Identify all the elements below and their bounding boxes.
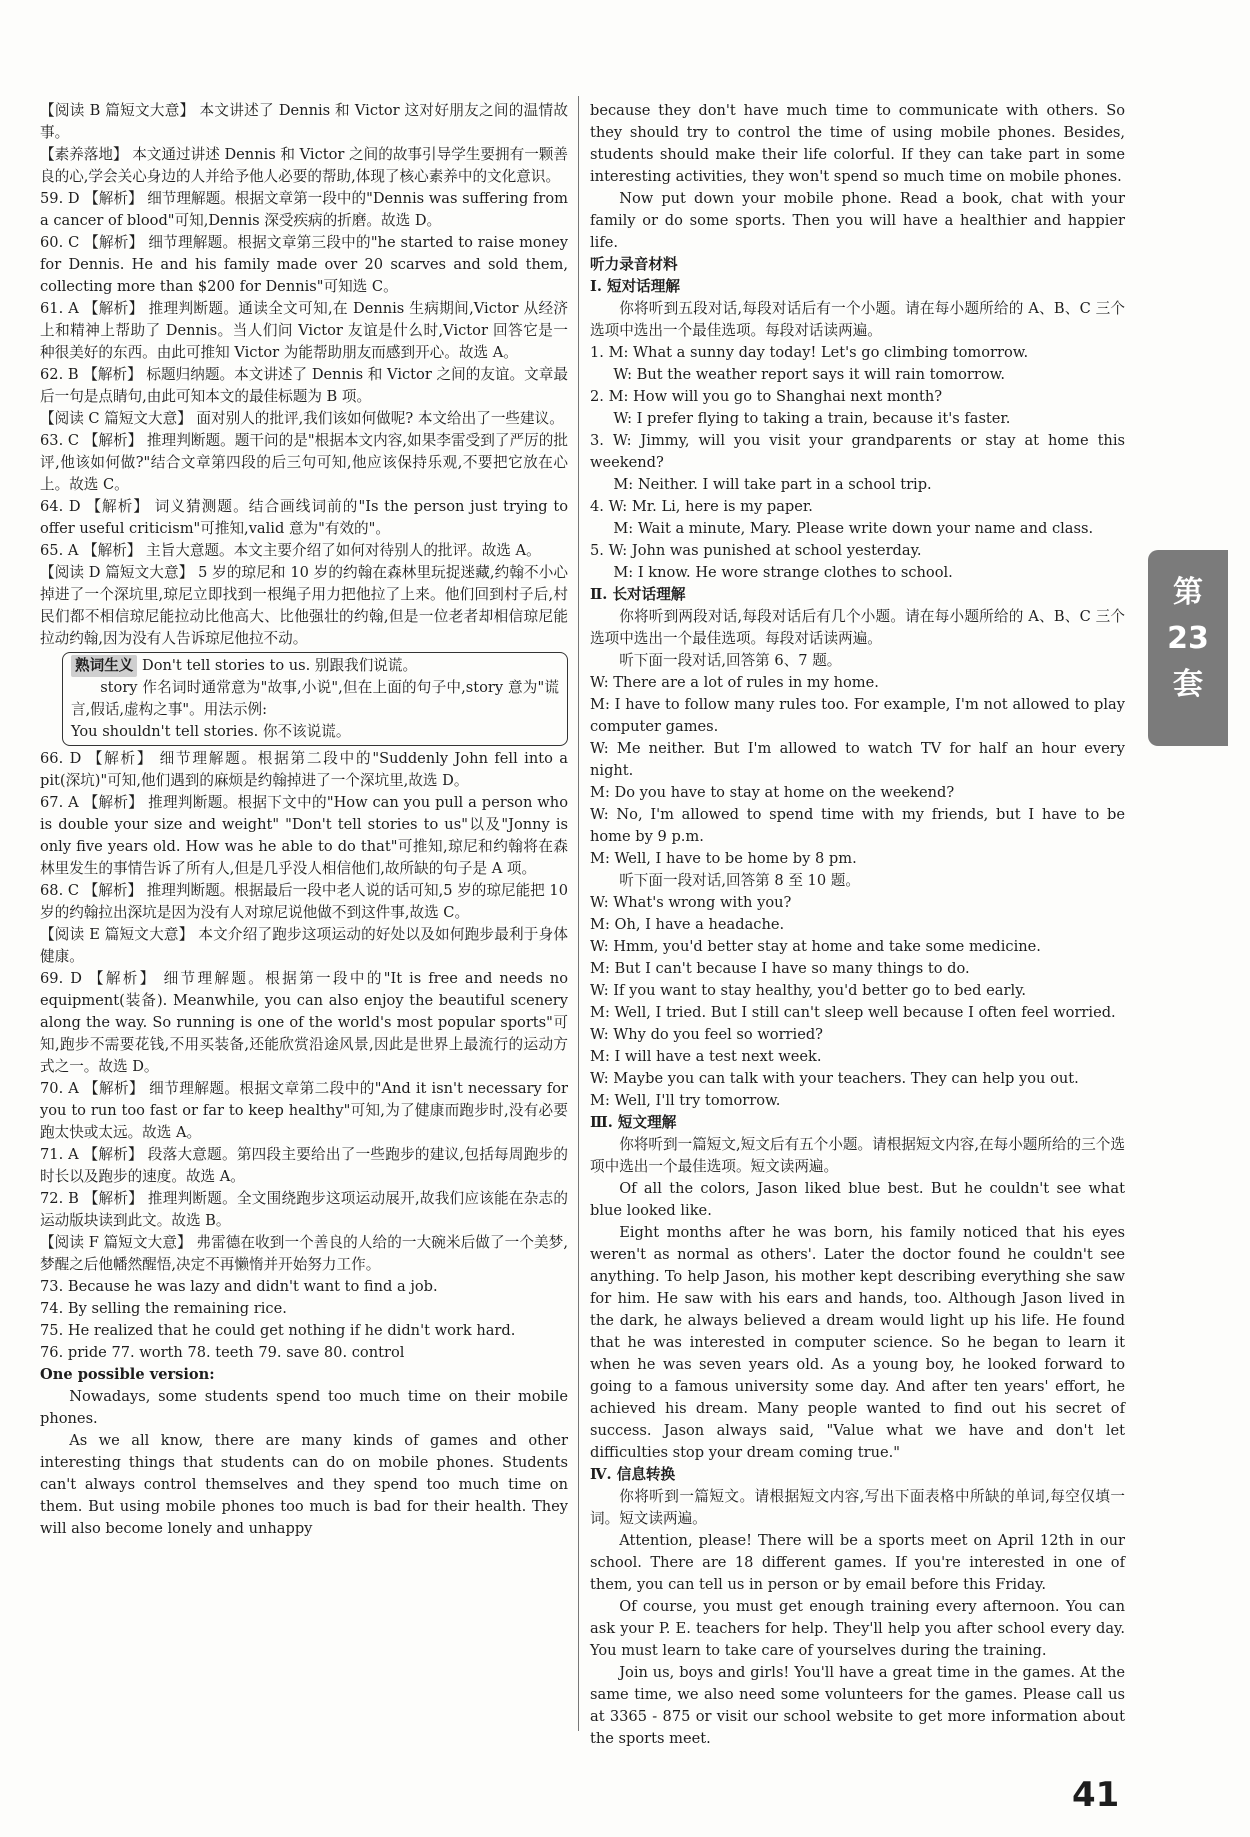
passage-para: Eight months after he was born, his family noticed that his eyes weren't as normal as others'. Later the doctor found he couldn't see anything. To help Jason, his mother kept describing everything she saw for him. He saw with his ears and hands, too. Although Jason lived in the dark, he always believed a dream would light up his life. He found that he was interested in computer science. So he began to learn it when he was seven years old. As a young boy, he looked forward to going to a famous university some day. And after ten years' effort, he achieved his dream. Many people wanted to find out his secret of success. Jason always said, "Value what we have and don't let difficulties stop your dream coming true."	[590, 1224, 1125, 1461]
writing-para-3: because they don't have much time to communicate with others. So they should try to control the time of using mobile phones. Besides, students should make their life colorful. If they can take part in some interesting activities, they won't spend so much time on mobile phones.	[590, 102, 1125, 185]
dialogue-line: M: Well, I have to be home by 8 pm.	[590, 850, 857, 867]
dialogue-line: M: Wait a minute, Mary. Please write down your name and class.	[613, 520, 1094, 537]
vocab-line-1: Don't tell stories to us. 别跟我们说谎。	[137, 657, 418, 674]
side-tab-line-1: 第	[1173, 575, 1203, 610]
answer-64: 64. D 【解析】 词义猜测题。结合画线词前的"Is the person just trying to offer useful criticism"可推知,valid 意为"有效的"。	[40, 498, 568, 537]
listening-heading: 听力录音材料	[590, 256, 678, 273]
dialogue-line: W: There are a lot of rules in my home.	[590, 674, 879, 691]
answer-68: 68. C 【解析】 推理判断题。根据最后一段中老人说的话可知,5 岁的琼尼能把 10 岁的约翰拉出深坑是因为没有人对琼尼说他做不到这件事,故选 C。	[40, 882, 568, 921]
literacy-note: 【素养落地】 本文通过讲述 Dennis 和 Victor 之间的故事引导学生要拥有一颗善良的心,学会关心身边的人并给予他人必要的帮助,体现了核心素养中的文化意识。	[40, 146, 568, 185]
writing-para-2: As we all know, there are many kinds of games and other interesting things that students can do on mobile phones. Students can't always control themselves and they spend too much time on them. But using mobile phones too much is bad for their health. They will also become lonely and unhappy	[40, 1432, 568, 1537]
dialogue-line: M: Do you have to stay at home on the weekend?	[590, 784, 955, 801]
dialogue-line: W: What's wrong with you?	[590, 894, 792, 911]
page-number: 41	[1072, 1775, 1120, 1815]
writing-para-4: Now put down your mobile phone. Read a book, chat with your family or do some sports. Then you will have a healthier and happier life.	[590, 190, 1125, 251]
dialogue-line: M: Well, I'll try tomorrow.	[590, 1092, 781, 1109]
dialogue-line: 4. W: Mr. Li, here is my paper.	[590, 498, 813, 515]
unit-side-tab	[1148, 550, 1228, 746]
dialogue-line: 1. M: What a sunny day today! Let's go climbing tomorrow.	[590, 344, 1029, 361]
section-1-instructions: 你将听到五段对话,每段对话后有一个小题。请在每小题所给的 A、B、C 三个选项中选出一个最佳选项。每段对话读两遍。	[590, 300, 1125, 339]
answer-62: 62. B 【解析】 标题归纳题。本文讲述了 Dennis 和 Victor 之间的友谊。文章最后一句是点睛句,由此可知本文的最佳标题为 B 项。	[40, 366, 568, 405]
dialogue-line: M: Neither. I will take part in a school trip.	[613, 476, 932, 493]
dialogue-line: 5. W: John was punished at school yesterday.	[590, 542, 922, 559]
dialogue-line: M: Well, I tried. But I still can't sleep well because I often feel worried.	[590, 1004, 1116, 1021]
dialogue-line: W: Me neither. But I'm allowed to watch TV for half an hour every night.	[590, 740, 1125, 779]
side-tab-line-2: 23	[1167, 621, 1209, 656]
left-column	[40, 100, 568, 1540]
dialogue-line: W: Why do you feel so worried?	[590, 1026, 824, 1043]
passage-para: Of course, you must get enough training every afternoon. You can ask your P. E. teachers for help. They'll help you after school every day. You must learn to take care of yourselves during the training.	[590, 1598, 1125, 1659]
side-tab-line-3: 套	[1173, 667, 1203, 702]
vocab-box	[62, 652, 568, 746]
answer-60: 60. C 【解析】 细节理解题。根据文章第三段中的"he started to raise money for Dennis. He and his family made over 20 scarves and sold them, collecting more than $200 for Dennis"可知选 C。	[40, 234, 568, 295]
section-2-instructions: 你将听到两段对话,每段对话后有几个小题。请在每小题所给的 A、B、C 三个选项中选出一个最佳选项。每段对话读两遍。	[590, 608, 1125, 647]
dialogue-line: 2. M: How will you go to Shanghai next month?	[590, 388, 943, 405]
answer-74: 74. By selling the remaining rice.	[40, 1300, 287, 1317]
dialogue-line: W: If you want to stay healthy, you'd better go to bed early.	[590, 982, 1027, 999]
vocab-line-2: story 作名词时通常意为"故事,小说",但在上面的句子中,story 意为"谎言,假话,虚构之事"。用法示例:	[71, 679, 559, 718]
dialogue-line: 3. W: Jimmy, will you visit your grandparents or stay at home this weekend?	[590, 432, 1125, 471]
answer-75: 75. He realized that he could get nothing if he didn't work hard.	[40, 1322, 516, 1339]
dialogue-line: M: But I can't because I have so many things to do.	[590, 960, 970, 977]
answer-73: 73. Because he was lazy and didn't want to find a job.	[40, 1278, 438, 1295]
answer-65: 65. A 【解析】 主旨大意题。本文主要介绍了如何对待别人的批评。故选 A。	[40, 542, 541, 559]
passage-para: Of all the colors, Jason liked blue best. But he couldn't see what blue looked like.	[590, 1180, 1125, 1219]
writing-heading: One possible version:	[40, 1366, 215, 1383]
passage-para: Join us, boys and girls! You'll have a great time in the games. At the same time, we also need some volunteers for the games. Please call us at 3365 - 875 or visit our school website to get more information about the sports meet.	[590, 1664, 1125, 1747]
answer-69: 69. D 【解析】 细节理解题。根据第一段中的"It is free and needs no equipment(装备). Meanwhile, you can also enjoy the beautiful scenery along the way. So running is one of the world's most popular sports"可知,跑步不需要花钱,不用买装备,还能欣赏沿途风景,因此是世界上最流行的运动方式之一。故选 D。	[40, 970, 568, 1075]
section-3-instructions: 你将听到一篇短文,短文后有五个小题。请根据短文内容,在每小题所给的三个选项中选出一个最佳选项。短文读两遍。	[590, 1136, 1125, 1175]
dialogue-line: W: Maybe you can talk with your teachers. They can help you out.	[590, 1070, 1079, 1087]
section-4-heading: Ⅳ. 信息转换	[590, 1466, 676, 1483]
dialogue-line: W: Hmm, you'd better stay at home and take some medicine.	[590, 938, 1041, 955]
answer-59: 59. D 【解析】 细节理解题。根据文章第一段中的"Dennis was suffering from a cancer of blood"可知,Dennis 深受疾病的折磨。故选 D。	[40, 190, 568, 229]
answers-76-80: 76. pride 77. worth 78. teeth 79. save 80. control	[40, 1344, 405, 1361]
dialogue-line: M: I know. He wore strange clothes to school.	[613, 564, 953, 581]
dialogue-line: W: No, I'm allowed to spend time with my friends, but I have to be home by 9 p.m.	[590, 806, 1125, 845]
answer-70: 70. A 【解析】 细节理解题。根据文章第二段中的"And it isn't necessary for you to run too fast or far to keep healthy"可知,为了健康而跑步时,没有必要跑太快或太远。故选 A。	[40, 1080, 568, 1141]
dialogue-line: W: I prefer flying to taking a train, because it's faster.	[613, 410, 1011, 427]
answer-71: 71. A 【解析】 段落大意题。第四段主要给出了一些跑步的建议,包括每周跑步的时长以及跑步的速度。故选 A。	[40, 1146, 568, 1185]
vocab-line-3: You shouldn't tell stories. 你不该说谎。	[71, 723, 351, 740]
section-3-heading: Ⅲ. 短文理解	[590, 1114, 677, 1131]
summary-f: 【阅读 F 篇短文大意】 弗雷德在收到一个善良的人给的一大碗米后做了一个美梦,梦醒之后他幡然醒悟,决定不再懒惰并开始努力工作。	[40, 1234, 568, 1273]
summary-c: 【阅读 C 篇短文大意】 面对别人的批评,我们该如何做呢? 本文给出了一些建议。	[40, 410, 564, 427]
dialogue-line: M: I will have a test next week.	[590, 1048, 822, 1065]
answer-66: 66. D 【解析】 细节理解题。根据第二段中的"Suddenly John fell into a pit(深坑)"可知,他们遇到的麻烦是约翰掉进了一个深坑里,故选 D。	[40, 750, 568, 789]
answer-63: 63. C 【解析】 推理判断题。题干问的是"根据本文内容,如果李雷受到了严厉的批评,他该如何做?"结合文章第四段的后三句可知,他应该保持乐观,不要把它放在心上。故选 C。	[40, 432, 568, 493]
answer-67: 67. A 【解析】 推理判断题。根据下文中的"How can you pull a person who is double your size and weight" "Don't tell stories to us"以及"Jonny is only five years old. How was he able to do that"可推知,琼尼和约翰将在森林里发生的事情告诉了所有人,但是几乎没人相信他们,故所缺的句子是 A 项。	[40, 794, 568, 877]
dialogue-line: M: I have to follow many rules too. For example, I'm not allowed to play computer games.	[590, 696, 1125, 735]
summary-b: 【阅读 B 篇短文大意】 本文讲述了 Dennis 和 Victor 这对好朋友之间的温情故事。	[40, 102, 568, 141]
dialogue-intro: 听下面一段对话,回答第 6、7 题。	[619, 652, 842, 669]
column-divider	[578, 96, 579, 1731]
vocab-title: 熟词生义	[71, 655, 137, 677]
answer-61: 61. A 【解析】 推理判断题。通读全文可知,在 Dennis 生病期间,Victor 从经济上和精神上帮助了 Dennis。当人们问 Victor 友谊是什么时,Victor 回答它是一种很美好的东西。由此可推知 Victor 为能帮助朋友而感到开心。故选 A。	[40, 300, 568, 361]
right-column	[590, 100, 1125, 1750]
summary-d: 【阅读 D 篇短文大意】 5 岁的琼尼和 10 岁的约翰在森林里玩捉迷藏,约翰不小心掉进了一个深坑里,琼尼立即找到一根绳子用力把他拉了上来。他们回到村子后,村民们都不相信琼尼能拉动比他高大、比他强壮的约翰,但是一位老者却相信琼尼能拉动约翰,因为没有人告诉琼尼他拉不动。	[40, 564, 568, 647]
passage-para: Attention, please! There will be a sports meet on April 12th in our school. There are 18 different games. If you're interested in one of them, you can tell us in person or by email before this Friday.	[590, 1532, 1125, 1593]
dialogue-line: M: Oh, I have a headache.	[590, 916, 785, 933]
dialogue-line: W: But the weather report says it will rain tomorrow.	[613, 366, 1006, 383]
section-2-heading: Ⅱ. 长对话理解	[590, 586, 686, 603]
writing-para-1: Nowadays, some students spend too much time on their mobile phones.	[40, 1388, 568, 1427]
section-1-heading: Ⅰ. 短对话理解	[590, 278, 680, 295]
answer-72: 72. B 【解析】 推理判断题。全文围绕跑步这项运动展开,故我们应该能在杂志的运动版块读到此文。故选 B。	[40, 1190, 568, 1229]
dialogue-intro: 听下面一段对话,回答第 8 至 10 题。	[619, 872, 860, 889]
summary-e: 【阅读 E 篇短文大意】 本文介绍了跑步这项运动的好处以及如何跑步最利于身体健康。	[40, 926, 568, 965]
section-4-instructions: 你将听到一篇短文。请根据短文内容,写出下面表格中所缺的单词,每空仅填一词。短文读两遍。	[590, 1488, 1125, 1527]
